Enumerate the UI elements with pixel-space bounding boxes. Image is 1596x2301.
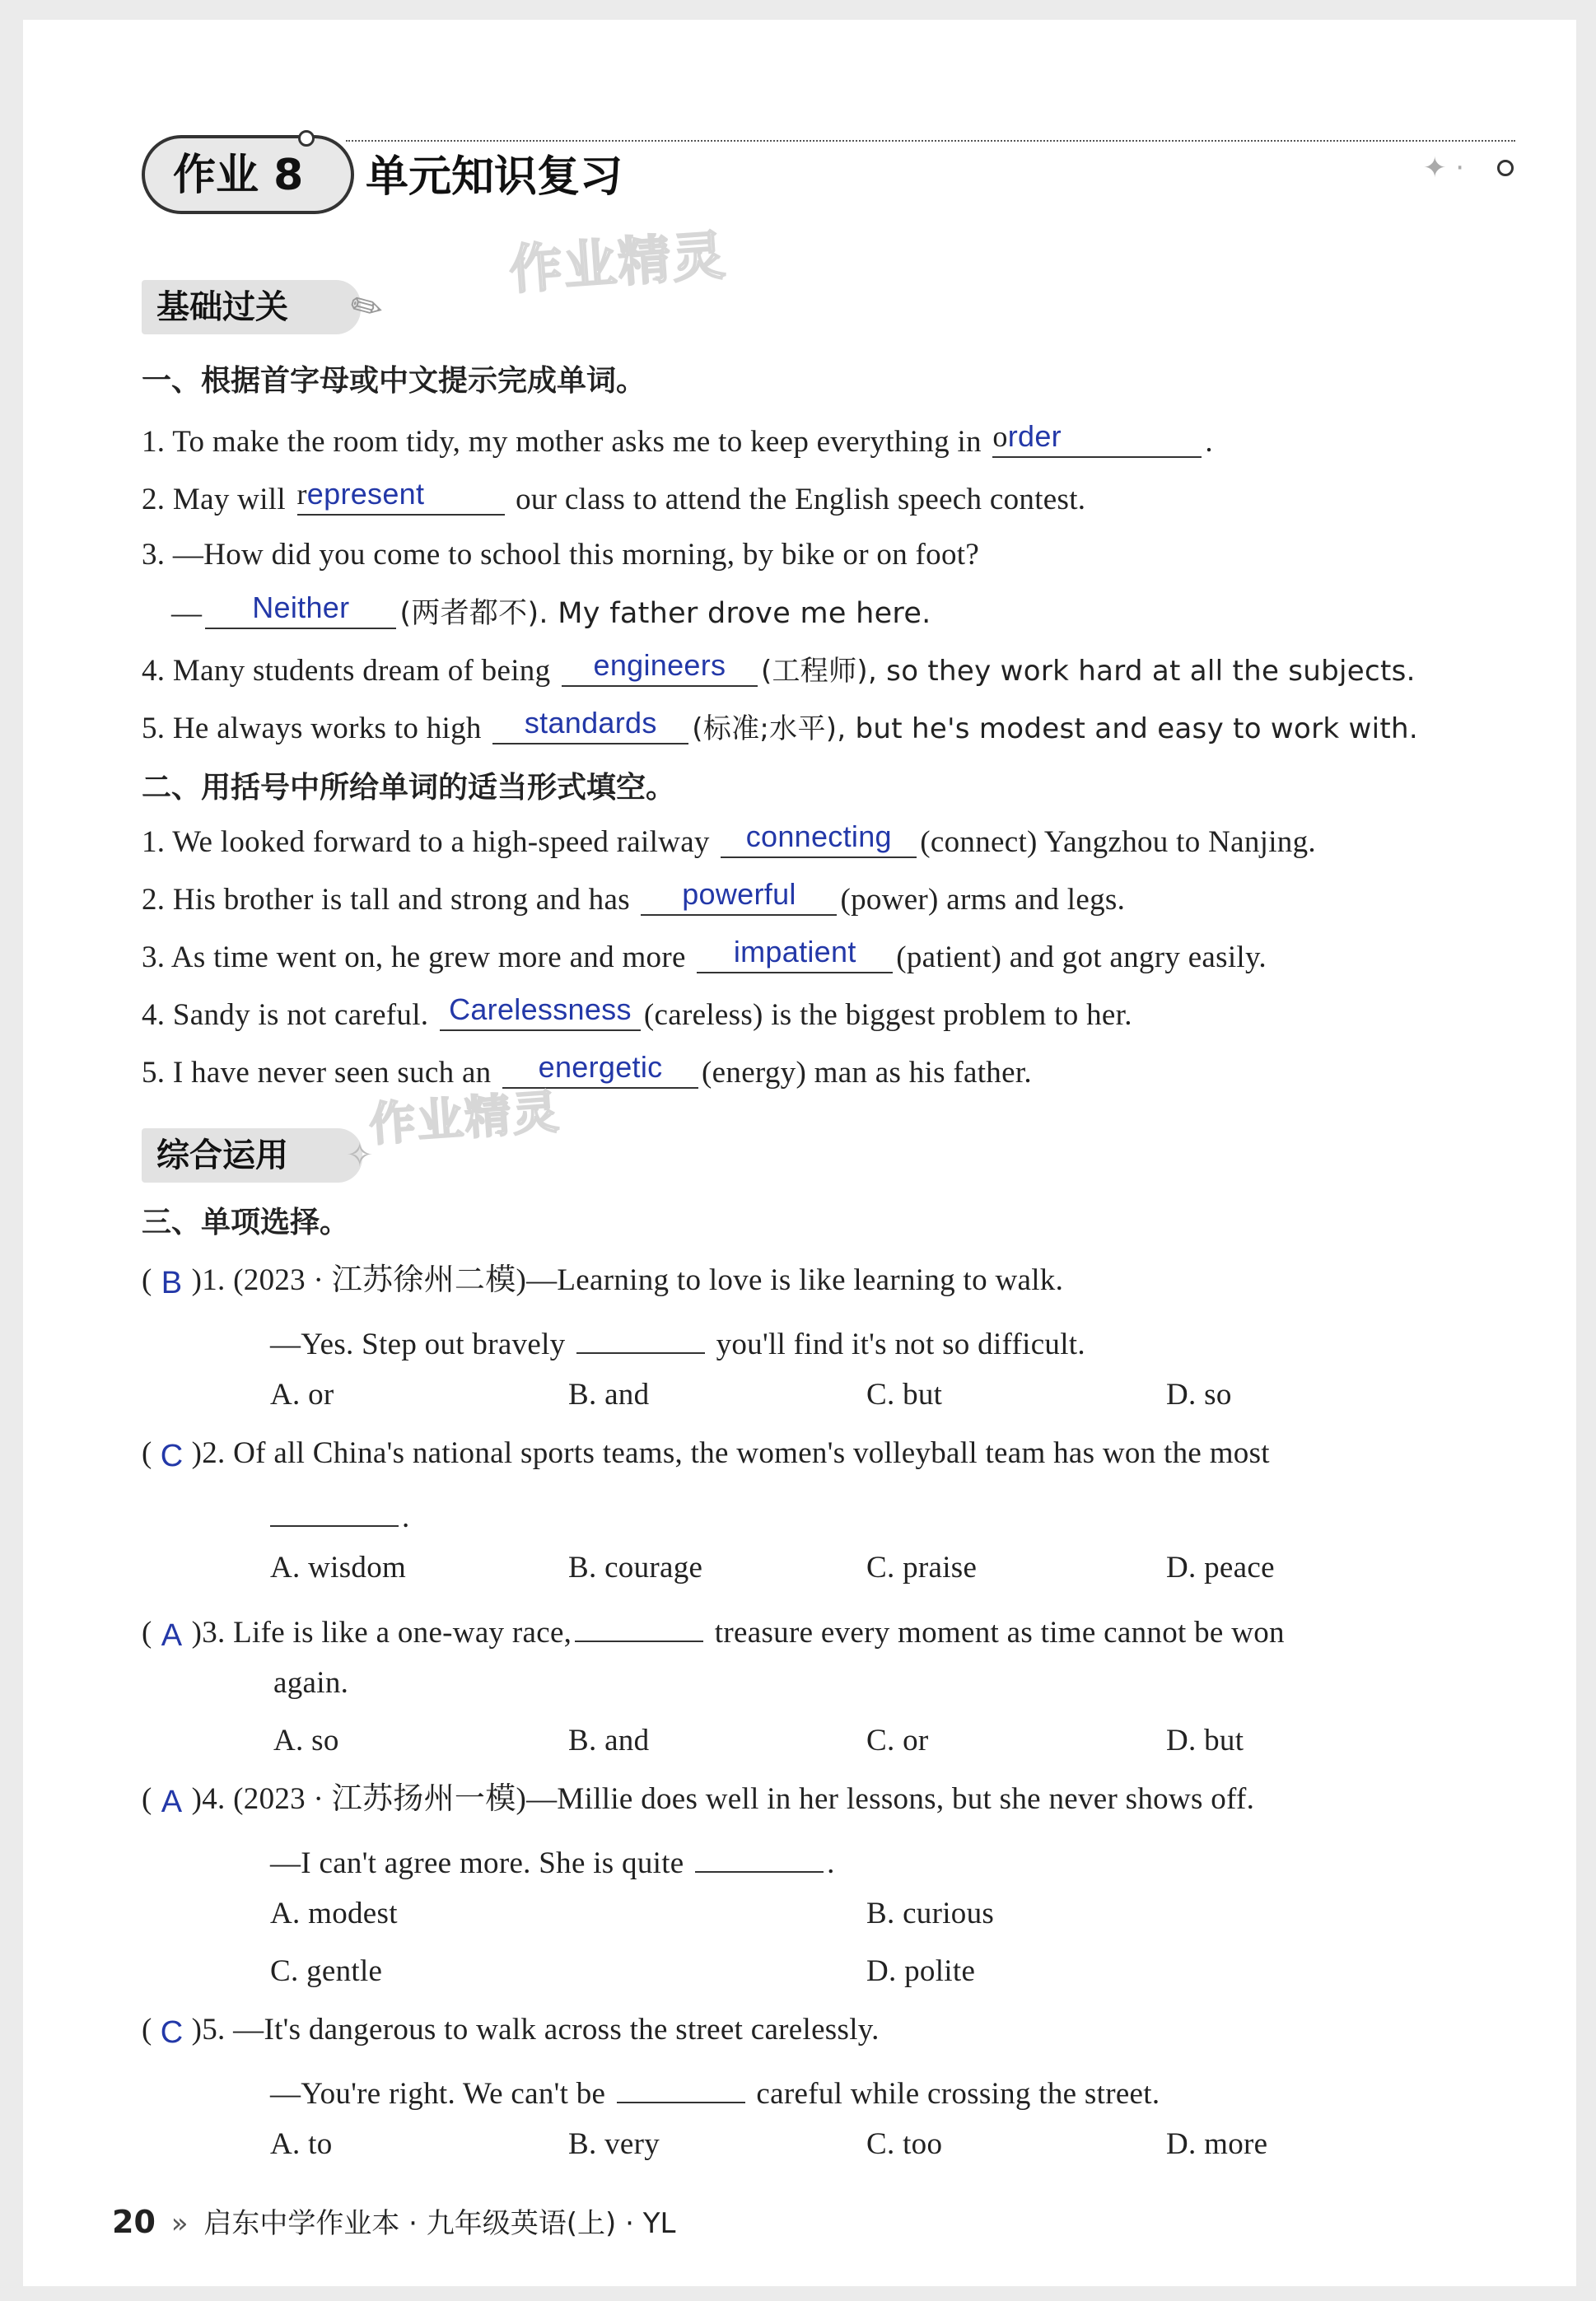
part2-q1: 1. We looked forward to a high-speed railway connecting (connect) Yangzhou to Nanjing. <box>142 819 1316 859</box>
mc-q1-option-c[interactable]: C. but <box>866 1378 943 1412</box>
watermark-middle: 作业精灵 <box>367 1085 562 1153</box>
mc-q5-option-c[interactable]: C. too <box>866 2127 943 2161</box>
part1-q1: 1. To make the room tidy, my mother asks me to keep everything in order . <box>142 419 1213 459</box>
mc-q1-option-b[interactable]: B. and <box>568 1378 650 1412</box>
mc-q5-option-d[interactable]: D. more <box>1166 2127 1268 2161</box>
mc-q2-option-b[interactable]: B. courage <box>568 1551 703 1585</box>
part2-heading: 二、用括号中所给单词的适当形式填空。 <box>142 771 676 805</box>
part2-q5: 5. I have never seen such an energetic (energy) man as his father. <box>142 1050 1032 1090</box>
mc-q5-option-b[interactable]: B. very <box>568 2127 660 2161</box>
mc-q2-option-d[interactable]: D. peace <box>1166 1551 1275 1585</box>
mc-q4-option-a[interactable]: A. modest <box>270 1897 398 1930</box>
mc-q5-option-a[interactable]: A. to <box>270 2127 333 2161</box>
mc-q4-option-d[interactable]: D. polite <box>866 1954 976 1988</box>
part1-q4: 4. Many students dream of being engineers (工程师), so they work hard at all the subjects. <box>142 648 1416 688</box>
part2-q4: 4. Sandy is not careful. Carelessness (careless) is the biggest problem to her. <box>142 992 1132 1032</box>
book-title: 启东中学作业本 · 九年级英语(上) · YL <box>203 2207 676 2240</box>
answer-blank <box>695 1838 824 1873</box>
answer-blank <box>617 2069 745 2103</box>
answer-blank <box>576 1319 705 1354</box>
mc-q4-line1: ( A )4. (2023 · 江苏扬州一模)—Millie does well in her lessons, but she never shows off. <box>142 1782 1255 1819</box>
part1-heading: 一、根据首字母或中文提示完成单词。 <box>142 364 646 398</box>
mc-q4-option-b[interactable]: B. curious <box>866 1897 995 1930</box>
watermark-top: 作业精灵 <box>507 225 729 302</box>
section-comprehensive <box>142 1128 362 1183</box>
footer <box>112 2204 675 2242</box>
mc-q2-line1: ( C )2. Of all China's national sports teams, the women's volleyball team has won the most <box>142 1436 1270 1473</box>
mc-q2-line2: . <box>270 1492 410 1536</box>
header-dot-icon <box>298 130 315 147</box>
mc-q5-line2: —You're right. We can't be careful while crossing the street. <box>270 2069 1160 2112</box>
mc-q1-option-d[interactable]: D. so <box>1166 1378 1232 1412</box>
mc-q3-line2: again. <box>273 1666 349 1700</box>
part3-heading: 三、单项选择。 <box>142 1206 350 1239</box>
mc-q1-line2: —Yes. Step out bravely you'll find it's not so difficult. <box>270 1319 1085 1363</box>
answer-blank: standards <box>492 710 688 744</box>
mc-q2-option-c[interactable]: C. praise <box>866 1551 978 1585</box>
mc-q4-line2: —I can't agree more. She is quite . <box>270 1838 835 1882</box>
section-basic <box>142 280 361 334</box>
header-end-dot-icon <box>1497 160 1514 176</box>
section-comprehensive-label: 综合运用 <box>156 1136 288 1174</box>
part2-q3: 3. As time went on, he grew more and more impatient (patient) and got angry easily. <box>142 935 1267 974</box>
part1-q5: 5. He always works to high standards (标准;水平), but he's modest and easy to work with. <box>142 706 1418 745</box>
mc-answer: C <box>160 1439 184 1473</box>
mc-q3-option-c[interactable]: C. or <box>866 1724 929 1757</box>
mc-q1-line1: ( B )1. (2023 · 江苏徐州二模)—Learning to love is like learning to walk. <box>142 1263 1064 1300</box>
part1-q3-line1: 3. —How did you come to school this morning, by bike or on foot? <box>142 538 980 572</box>
answer-blank <box>270 1492 399 1527</box>
answer-blank: Neither <box>205 595 396 629</box>
part1-q2: 2. May will represent our class to attend the English speech contest. <box>142 477 1086 516</box>
star-icon: ✧ <box>346 1136 374 1174</box>
part1-q3-line2: — Neither (两者都不). My father drove me here. <box>171 590 931 630</box>
answer-blank: connecting <box>721 824 917 858</box>
header-badge-text: 作业 8 <box>173 151 304 200</box>
answer-blank <box>575 1608 703 1642</box>
mc-answer: C <box>160 2015 184 2050</box>
mc-answer: B <box>161 1266 183 1300</box>
mc-q5-line1: ( C )5. —It's dangerous to walk across the street carelessly. <box>142 2013 880 2050</box>
mc-q3-option-b[interactable]: B. and <box>568 1724 650 1757</box>
mc-answer: A <box>161 1785 183 1819</box>
part2-q2: 2. His brother is tall and strong and has powerful (power) arms and legs. <box>142 877 1126 917</box>
answer-blank: energetic <box>502 1054 698 1089</box>
mc-q2-option-a[interactable]: A. wisdom <box>270 1551 407 1585</box>
answer-blank: order <box>992 423 1202 458</box>
document-page <box>23 20 1576 2286</box>
sparkle-icon: ✦ · <box>1423 152 1465 184</box>
section-basic-label: 基础过关 <box>156 287 288 326</box>
header-divider-line <box>346 140 1515 142</box>
mc-q3-option-a[interactable]: A. so <box>273 1724 339 1757</box>
double-arrow-icon: » <box>170 2207 189 2240</box>
answer-blank: powerful <box>641 881 837 916</box>
pencil-icon: ✎ <box>342 279 392 335</box>
mc-q4-option-c[interactable]: C. gentle <box>270 1954 383 1988</box>
mc-q3-option-d[interactable]: D. but <box>1166 1724 1244 1757</box>
answer-blank: engineers <box>562 652 758 687</box>
mc-q3-line1: ( A )3. Life is like a one-way race, treasure every moment as time cannot be won <box>142 1608 1285 1651</box>
answer-blank: impatient <box>697 939 893 973</box>
page-number: 20 <box>112 2204 156 2240</box>
mc-q1-option-a[interactable]: A. or <box>270 1378 334 1412</box>
answer-blank: represent <box>297 481 505 516</box>
header-badge <box>142 135 354 214</box>
mc-answer: A <box>161 1618 183 1653</box>
answer-blank: Carelessness <box>440 996 641 1031</box>
header-title: 单元知识复习 <box>366 152 623 202</box>
